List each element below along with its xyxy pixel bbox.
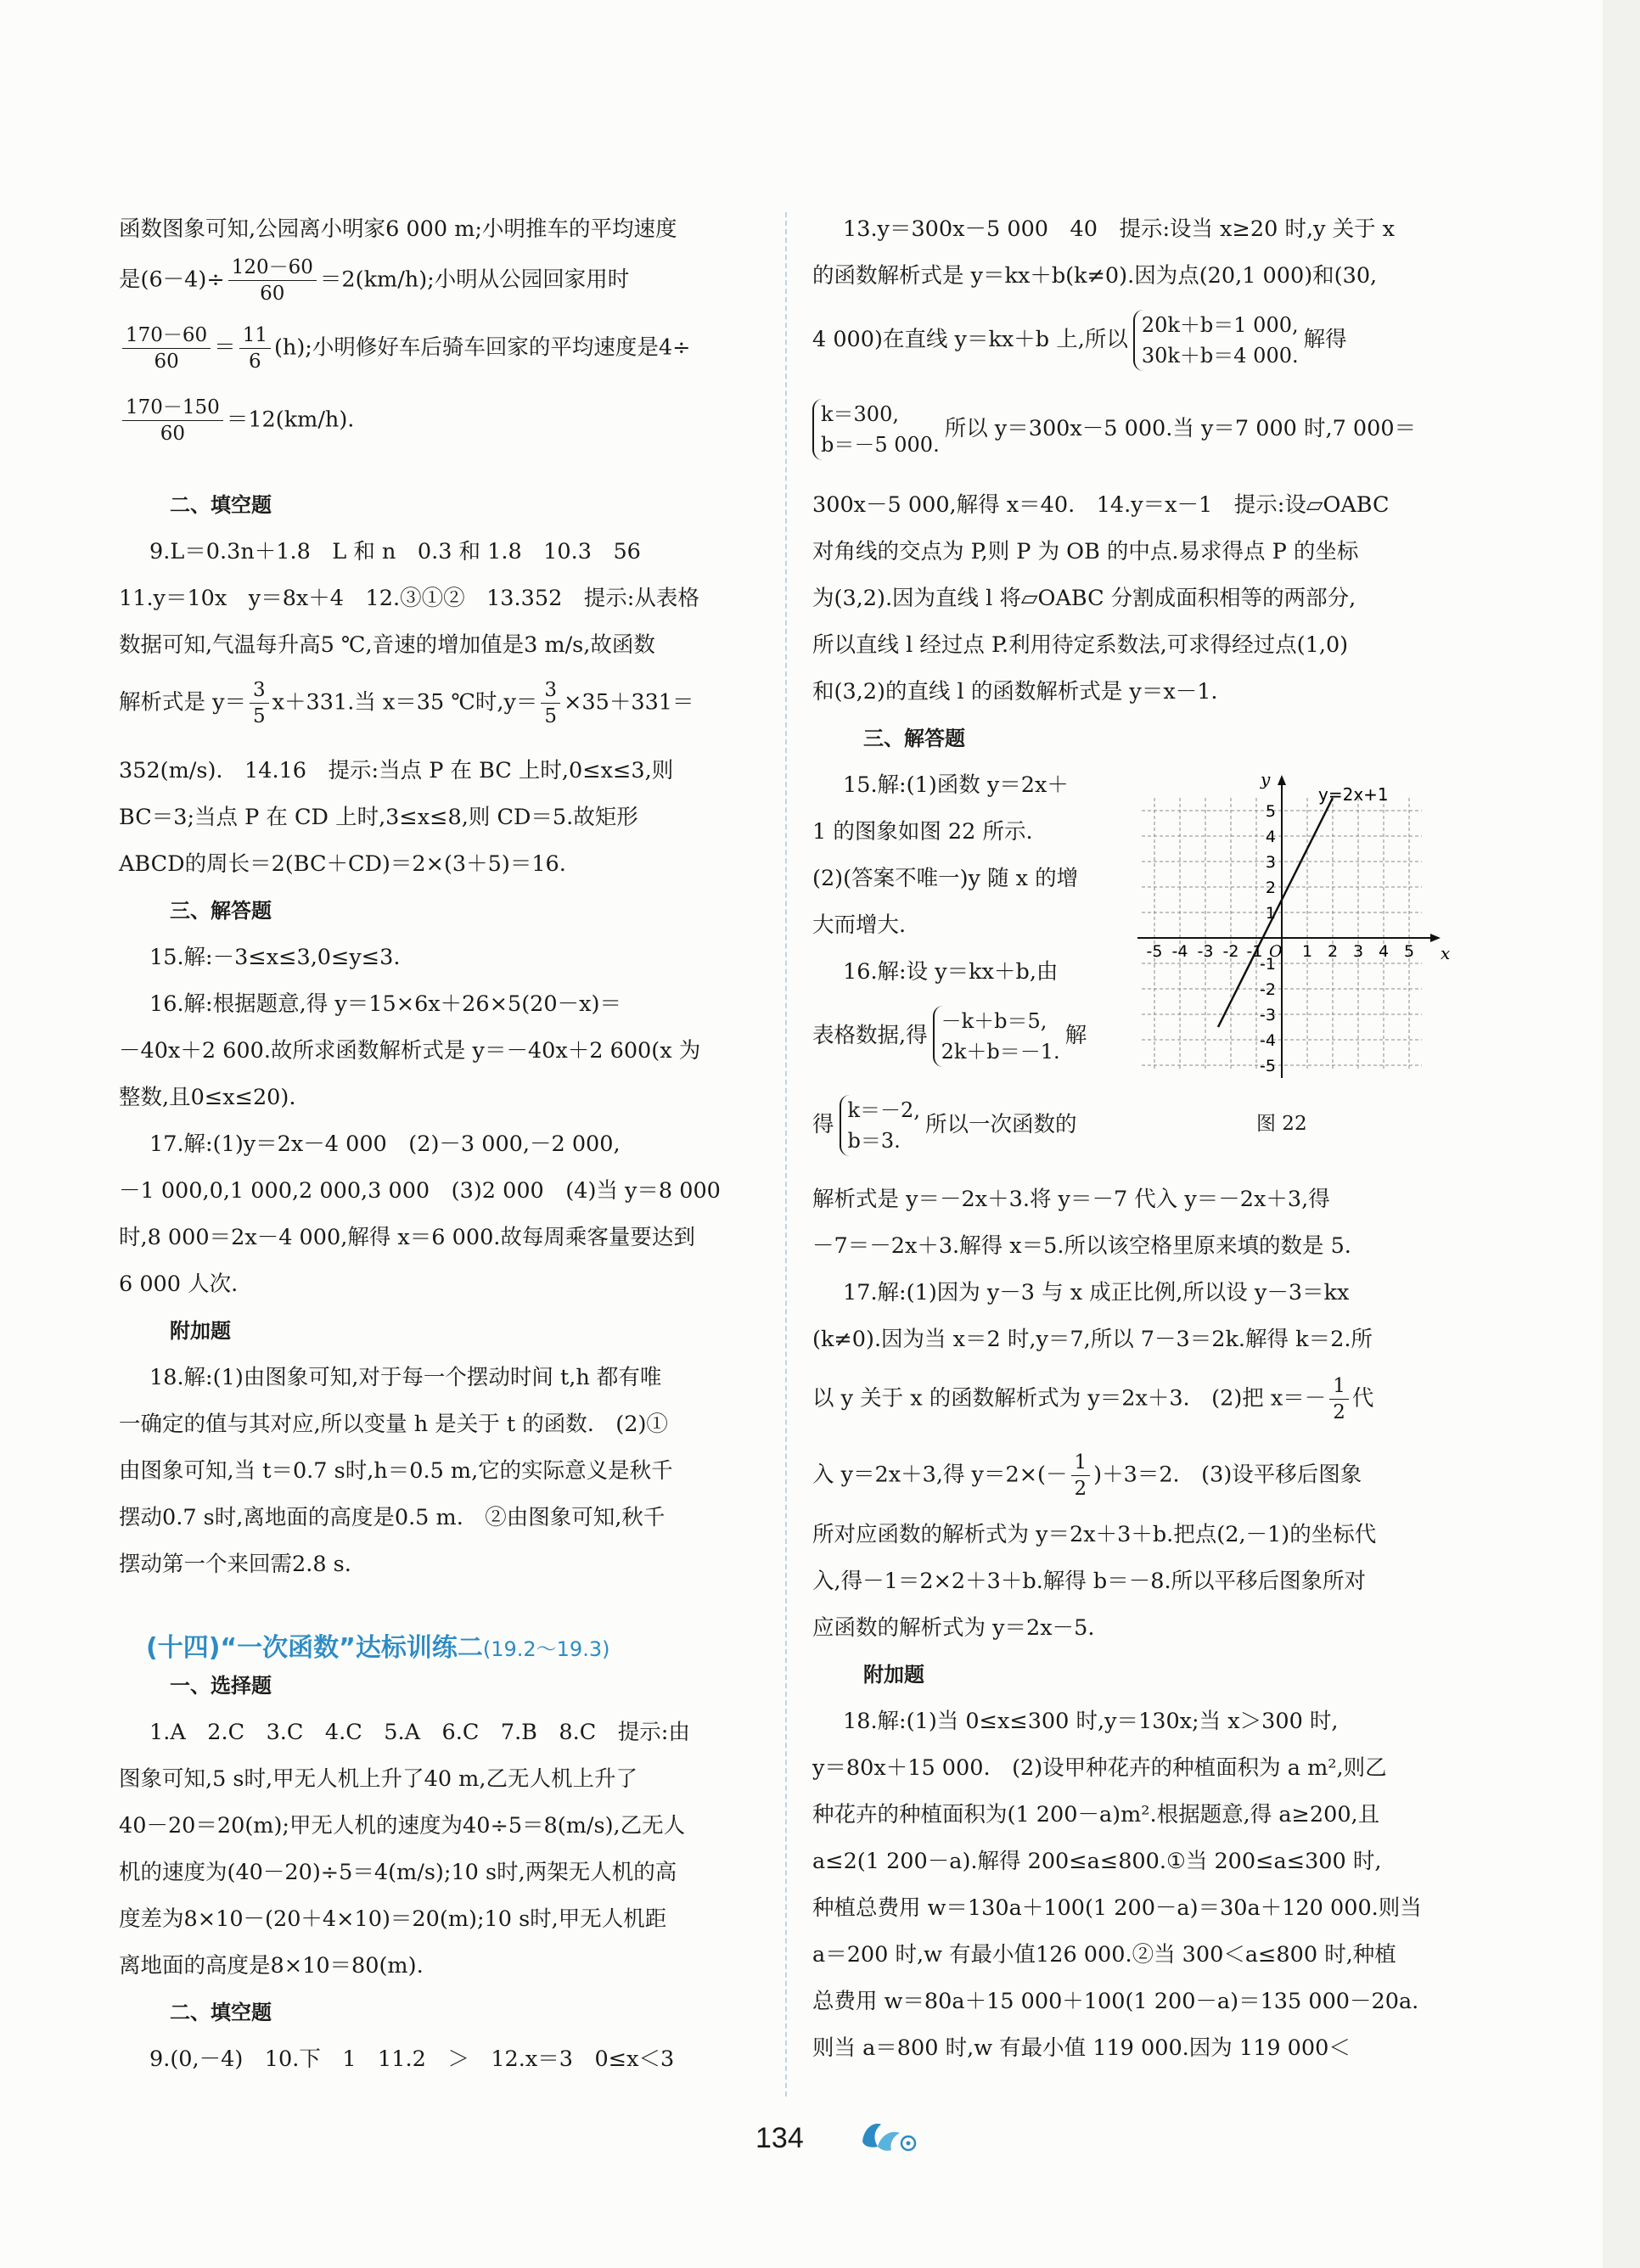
fraction: $\frac{170-60}{60}$ [122, 323, 211, 374]
x-tick: -4 [1171, 942, 1188, 961]
text-line: 应函数的解析式为 y＝2x－5. [812, 1615, 1095, 1641]
x-axis-arrow [1430, 934, 1441, 942]
equation-system: 20k＋b＝1 000, 30k＋b＝4 000. [1133, 310, 1299, 371]
figure-22-graph [1133, 768, 1452, 1082]
y-tick: -5 [1260, 1057, 1276, 1075]
text-line: 对角线的交点为 P,则 P 为 OB 的中点.易求得点 P 的坐标 [812, 539, 1359, 564]
text-line: 大而增大. [812, 912, 907, 938]
text-line: y＝80x＋15 000. (2)设甲种花卉的种植面积为 a m²,则乙 [812, 1755, 1387, 1781]
section-title: (十四)“一次函数”达标训练二(19.2～19.3) [146, 1633, 610, 1663]
text-line: 则当 a＝800 时,w 有最小值 119 000.因为 119 000＜ [812, 2035, 1351, 2061]
section-heading: 一、选择题 [170, 1674, 272, 1698]
text-line: 352(m/s). 14.16 提示:当点 P 在 BC 上时,0≤x≤3,则 [119, 758, 674, 783]
text-line: 由图象可知,当 t＝0.7 s时,h＝0.5 m,它的实际意义是秋千 [119, 1458, 673, 1484]
section-heading: 二、填空题 [170, 493, 272, 517]
text-line: 种花卉的种植面积为(1 200－a)m².根据题意,得 a≥200,且 [812, 1802, 1380, 1827]
text-line: －1 000,0,1 000,2 000,3 000 (3)2 000 (4)当 y＝8 000 [119, 1178, 721, 1204]
y-tick: -4 [1260, 1031, 1276, 1050]
text-line: 机的速度为(40－20)÷5＝4(m/s);10 s时,两架无人机的高 [119, 1860, 677, 1885]
x-axis-label: x [1441, 943, 1451, 963]
text-line: 17.解:(1)y＝2x－4 000 (2)－3 000,－2 000, [149, 1131, 621, 1157]
equation-system: k＝－2, b＝3. [840, 1095, 920, 1156]
y-tick: 1 [1265, 904, 1276, 923]
leaf-logo-icon [856, 2116, 924, 2159]
text-line: 是(6－4)÷ $\frac{120-60}{60}$ ＝2(km/h);小明从公园回家用时 [119, 256, 630, 305]
text-line: 以 y 关于 x 的函数解析式为 y＝2x＋3. (2)把 x＝－ $\frac{1}{2}$ 代 [812, 1375, 1374, 1423]
section-heading: 三、解答题 [863, 727, 965, 750]
fraction: $\frac{1}{2}$ [1329, 1373, 1349, 1425]
text-line: 摆动第一个来回需2.8 s. [119, 1552, 351, 1577]
text-line: 函数图象可知,公园离小明家6 000 m;小明推车的平均速度 [119, 216, 677, 242]
text-line: 为(3,2).因为直线 l 将▱OABC 分割成面积相等的两部分, [812, 586, 1356, 611]
text-line: 300x－5 000,解得 x＝40. 14.y＝x－1 提示:设▱OABC [812, 492, 1390, 518]
text-line: 入,得－1＝2×2＋3＋b.解得 b＝－8.所以平移后图象所对 [812, 1569, 1367, 1594]
text-line: 解析式是 y＝－2x＋3.将 y＝－7 代入 y＝－2x＋3,得 [812, 1187, 1330, 1212]
text-line: 15.解:－3≤x≤3,0≤y≤3. [149, 945, 401, 970]
equation-system: k＝300, b＝－5 000. [812, 399, 940, 460]
text-line: 图象可知,5 s时,甲无人机上升了40 m,乙无人机上升了 [119, 1766, 637, 1792]
text-line: $\frac{170-150}{60}$ ＝12(km/h). [119, 395, 354, 446]
figure-caption: 图 22 [1256, 1113, 1307, 1135]
page-margin-strip [1603, 0, 1640, 2268]
y-tick: 2 [1265, 879, 1276, 897]
y-axis-arrow [1278, 775, 1286, 785]
text-line: 的函数解析式是 y＝kx＋b(k≠0).因为点(20,1 000)和(30, [812, 263, 1378, 289]
text-line: 16.解:根据题意,得 y＝15×6x＋26×5(20－x)＝ [149, 991, 621, 1017]
origin-label: O [1269, 942, 1283, 961]
fraction: $\frac{170-150}{60}$ [122, 395, 223, 446]
section-heading: 附加题 [863, 1663, 924, 1687]
y-axis-label: y [1261, 769, 1271, 789]
text-line: BC＝3;当点 P 在 CD 上时,3≤x≤8,则 CD＝5.故矩形 [119, 805, 638, 830]
text-line: 表格数据,得 －k＋b＝5, 2k＋b＝－1. 解 [812, 1006, 1087, 1067]
x-tick: 5 [1403, 942, 1415, 961]
text-line: 得 k＝－2, b＝3. 所以一次函数的 [812, 1095, 1076, 1156]
fraction: $\frac{120-60}{60}$ [228, 255, 317, 306]
text-line: 所对应函数的解析式为 y＝2x＋3＋b.把点(2,－1)的坐标代 [812, 1522, 1377, 1547]
fraction: $\frac{1}{2}$ [1071, 1450, 1091, 1502]
text-line: k＝300, b＝－5 000. 所以 y＝300x－5 000.当 y＝7 000 时,7 000＝ [812, 399, 1416, 460]
x-tick: -1 [1246, 942, 1263, 961]
x-tick: -2 [1222, 942, 1239, 961]
text-line: 6 000 人次. [119, 1272, 239, 1297]
y-tick: -2 [1260, 980, 1276, 999]
text-line: －7＝－2x＋3.解得 x＝5.所以该空格里原来填的数是 5. [812, 1233, 1351, 1259]
text-line: 入 y＝2x＋3,得 y＝2×(－ $\frac{1}{2}$ )＋3＝2. (3)设平移后图象 [812, 1451, 1362, 1500]
text-line: 和(3,2)的直线 l 的函数解析式是 y＝x－1. [812, 679, 1218, 705]
text-line: (k≠0).因为当 x＝2 时,y＝7,所以 7－3＝2k.解得 k＝2.所 [812, 1327, 1373, 1352]
text-line: 总费用 w＝80a＋15 000＋100(1 200－a)＝135 000－20a. [812, 1989, 1419, 2014]
x-tick: 2 [1327, 942, 1339, 961]
text-line: 13.y＝300x－5 000 40 提示:设当 x≥20 时,y 关于 x [843, 216, 1396, 242]
column-divider [785, 212, 787, 2097]
text-line: 1.A 2.C 3.C 4.C 5.A 6.C 7.B 8.C 提示:由 [149, 1720, 690, 1745]
section-heading: 附加题 [170, 1319, 231, 1343]
section-heading: 二、填空题 [170, 2001, 272, 2024]
y-tick: 3 [1265, 853, 1276, 872]
page-number: 134 [755, 2122, 804, 2154]
text-line: －40x＋2 600.故所求函数解析式是 y＝－40x＋2 600(x 为 [119, 1038, 701, 1064]
text-line: 1 的图象如图 22 所示. [812, 819, 1033, 845]
text-line: 整数,且0≤x≤20). [119, 1085, 296, 1110]
text-line: 种植总费用 w＝130a＋100(1 200－a)＝30a＋120 000.则当 [812, 1895, 1422, 1921]
text-line: (2)(答案不唯一)y 随 x 的增 [812, 866, 1079, 891]
section-heading: 三、解答题 [170, 899, 272, 923]
text-line: 9.L＝0.3n＋1.8 L 和 n 0.3 和 1.8 10.3 56 [149, 539, 641, 564]
y-tick: -1 [1260, 955, 1276, 974]
y-tick: -3 [1260, 1006, 1276, 1025]
text-line: 4 000)在直线 y＝kx＋b 上,所以 20k＋b＝1 000, 30k＋b＝4 000. 解得 [812, 310, 1347, 371]
y-tick: 5 [1265, 802, 1276, 821]
text-line: 一确定的值与其对应,所以变量 h 是关于 t 的函数. (2)① [119, 1412, 668, 1437]
text-line: a＝200 时,w 有最小值126 000.②当 300＜a≤800 时,种植 [812, 1942, 1396, 1968]
text-line: 11.y＝10x y＝8x＋4 12.③①② 13.352 提示:从表格 [119, 586, 699, 611]
text-line: 9.(0,－4) 10.下 1 11.2 ＞ 12.x＝3 0≤x＜3 [149, 2046, 675, 2072]
text-line: ABCD的周长＝2(BC＋CD)＝2×(3＋5)＝16. [119, 851, 566, 877]
x-tick: -5 [1146, 942, 1163, 961]
text-line: 解析式是 y＝ $\frac{3}{5}$ x＋331.当 x＝35 ℃时,y＝ $\frac{3}{5}$ ×35＋331＝ [119, 679, 694, 727]
text-line: 15.解:(1)函数 y＝2x＋ [843, 772, 1069, 798]
x-tick: 4 [1378, 942, 1390, 961]
text-line: a≤2(1 200－a).解得 200≤a≤800.①当 200≤a≤300 时, [812, 1849, 1382, 1874]
text-line: 18.解:(1)当 0≤x≤300 时,y＝130x;当 x＞300 时, [843, 1709, 1339, 1734]
text-line: 度差为8×10－(20＋4×10)＝20(m);10 s时,甲无人机距 [119, 1906, 667, 1932]
text-line: 数据可知,气温每升高5 ℃,音速的增加值是3 m/s,故函数 [119, 632, 655, 658]
equation-system: －k＋b＝5, 2k＋b＝－1. [933, 1006, 1060, 1067]
y-tick: 4 [1265, 828, 1276, 846]
text-line: 离地面的高度是8×10＝80(m). [119, 1953, 424, 1979]
text-line: 时,8 000＝2x－4 000,解得 x＝6 000.故每周乘客量要达到 [119, 1225, 695, 1250]
line-label: y=2x+1 [1318, 784, 1389, 805]
text-line: $\frac{170-60}{60}$ ＝ $\frac{11}{6}$ (h);小明修好车后骑车回家的平均速度是4÷ [119, 323, 690, 374]
x-tick: 1 [1301, 942, 1313, 961]
x-tick: 3 [1352, 942, 1364, 961]
fraction: $\frac{3}{5}$ [541, 677, 560, 729]
text-line: 18.解:(1)由图象可知,对于每一个摆动时间 t,h 都有唯 [149, 1365, 662, 1390]
text-line: 40－20＝20(m);甲无人机的速度为40÷5＝8(m/s),乙无人 [119, 1813, 686, 1839]
text-line: 16.解:设 y＝kx＋b,由 [843, 959, 1059, 985]
x-tick: -3 [1197, 942, 1214, 961]
text-line: 摆动0.7 s时,离地面的高度是0.5 m. ②由图象可知,秋千 [119, 1505, 666, 1530]
text-line: 所以直线 l 经过点 P.利用待定系数法,可求得经过点(1,0) [812, 632, 1349, 658]
fraction: $\frac{11}{6}$ [239, 323, 271, 374]
text-line: 17.解:(1)因为 y－3 与 x 成正比例,所以设 y－3＝kx [843, 1280, 1350, 1305]
fraction: $\frac{3}{5}$ [250, 677, 269, 729]
